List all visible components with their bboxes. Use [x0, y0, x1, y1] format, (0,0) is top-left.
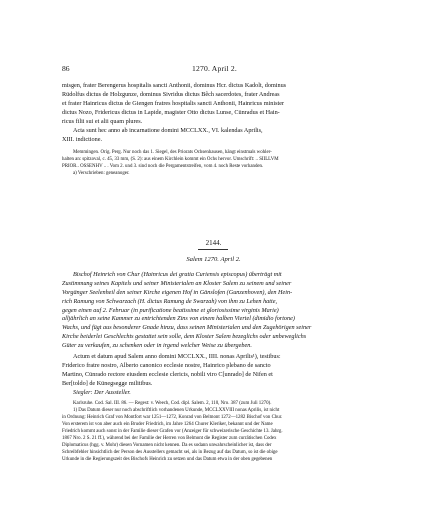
note-line: Schreibfehler hinsichtlich der Person des Ausstellers gemacht sei, als in Bezug auf das Datum, so ist die obige [62, 450, 278, 455]
text-line: alljährlich an seine Kammer zu entrichtenden Zins von einem halben Viertel (dimidio fortone) [62, 315, 295, 323]
page-number: 86 [62, 64, 70, 73]
witness-list-paragraph [62, 82, 367, 126]
acta-paragraph [62, 127, 367, 145]
text-line: Wachs, und fügt aus besonderer Gnade hinzu, dass seinen Ministerialen und den Zugehörigen seiner [62, 324, 312, 332]
note-line: Friedrich kommt auch sonst in der Familie dieser Grafen vor (Anzeiger für schweizerische Geschichte 13. Jahrg. [62, 429, 283, 434]
sealer-line [62, 389, 367, 398]
text-line: Friderico fratre nostro, Alberto canonico ecclesie nostre, Hainrico plebano de sancto [62, 361, 271, 369]
note-line: Von ersterem ist von aber auch ein Bruder Friedrich, im Jahre 1264 Churer Kleriker, bekannt und der Name [62, 422, 273, 427]
text-line: gegen einen auf 2. Februar (in purificatione beatissime et gloriosissime virginis Marie) [62, 306, 279, 314]
text-line: Vorgänger Seelenheil den seiner Kirche eigenen Hof in Gänslofen (Gunzenhoven), den Hein- [62, 288, 293, 296]
document-number: 2144. [205, 239, 222, 247]
note-line: Diplomaticus (hgg. v. Mohr) diesen Vornamen nicht kennen. Da es sodann unwahrscheinlicher ist, dass der [62, 443, 272, 448]
regest-paragraph [62, 271, 367, 351]
text-line: Siegler: Der Aussteller. [73, 389, 131, 396]
text-line: Bischof Heinrich von Chur (Hainricus dei gratia Curiensis episcopus) überträgt mit [73, 271, 282, 278]
text-line: misgen, frater Berengerus hospitalis sancti Anthonii, dominus Hcr. dictus Kadolt, dominus [62, 82, 287, 89]
text-line: Acta sunt hec anno ab incarnatione domini MCCLXX., VI. kalendas Aprilis, [73, 127, 263, 134]
note-line: in Ordnung: Heinrich Graf von Montfort war 1251—1272, Konrad von Belmont 1272—1282 Bischof von Chur. [62, 415, 283, 420]
text-line: Zustimmung seines Kapitels und seiner Ministerialen an Kloster Salem zu seinem und seiner [62, 279, 292, 287]
note-line: Karlsruhe. Cod. Sal. III. 86. — Regest: v. Weech, Cod. dipl. Salem. 2, 110, Nro. 387 (zum Juli 1270). [73, 401, 272, 406]
running-header [62, 64, 367, 76]
note-line: a) Verschrieben: geneanoger. [73, 171, 130, 176]
note-line: PRIOR.. OSSENHV .. . Vom 2. und 3. sind noch die Pergamentstreifen, vom 4. noch Reste vorhanden. [62, 164, 264, 169]
note-line: Urkunde in die Regierungszeit des Bischofs Heinrich zu setzen und das Datum etwa in der oben gegebenen [62, 457, 273, 462]
text-line: Rüdolfus dictus de Holzgunze, dominus Sivridus dictus Bêch sacerdotes, frater Andreas [62, 90, 280, 98]
divider-rule [198, 249, 228, 250]
text-line: Ber[toldo] de Künegsegge militibus. [62, 379, 153, 387]
note-line: Memmingen. Orig. Perg. Nur noch das 1. Siegel, des Priorats Ochsenhausen, hängt einstmals wohler- [73, 150, 272, 155]
text-line: et frater Hainricus dictus de Giengen fratres hospitalis sancti Anthonii, Hainricus minister [62, 99, 285, 107]
note-line: 1) Das Datum dieser nur noch abschriftlich vorhandenen Urkunde, MCCLXXVIII nonas Aprilis, ist nicht [73, 408, 280, 413]
text-line: ricus filii sui et alii quam plures. [62, 117, 143, 125]
text-line: Güter zu verkaufen, zu schenken oder in irgend welcher Weise zu übergeben. [62, 342, 252, 350]
text-line: dictus Nozo, Fridericus dictus in Lapide, magister Otto dictus Lunse, Cūnradus et Hain- [62, 108, 280, 116]
source-notes-bottom [62, 400, 367, 463]
running-title: 1270. April 2. [192, 64, 237, 73]
document-place-date: Salem 1270. April 2. [186, 256, 241, 263]
text-line: XIII. indictione. [62, 135, 103, 143]
note-line: halten an: spitzoval, c. 45, 33 mm, (S. 2): aus einem Kirchlein kommt ein Ochs hervor. Umschrift: .. SIILLVM [62, 157, 279, 162]
text-line: Kirche beiderlei Geschlechts gestattet sein solle, dem Kloster Salem bezeglichs oder unbeweglichs [62, 333, 307, 341]
text-line: Martino, Cūnrado rectore eiusdem ecclesie clericis, nobili viro C[unrado] de Nifen et [62, 370, 273, 378]
note-line: 1867 Nro. 2 S. 21 ff.), während bei der Familie der Herren von Belmont die Register zum currätischen Codex [62, 436, 277, 441]
text-line: Actum et datum apud Salem anno domini MCCLXX., IIII. nonas Aprilis¹), testibus: [73, 353, 281, 360]
text-line: rich Ramung von Schwarzach (H. dictus Ramung de Swarzah) von ihm zu Lehen hatte, [62, 297, 277, 305]
actum-paragraph [62, 353, 367, 389]
source-notes-top [62, 149, 367, 177]
